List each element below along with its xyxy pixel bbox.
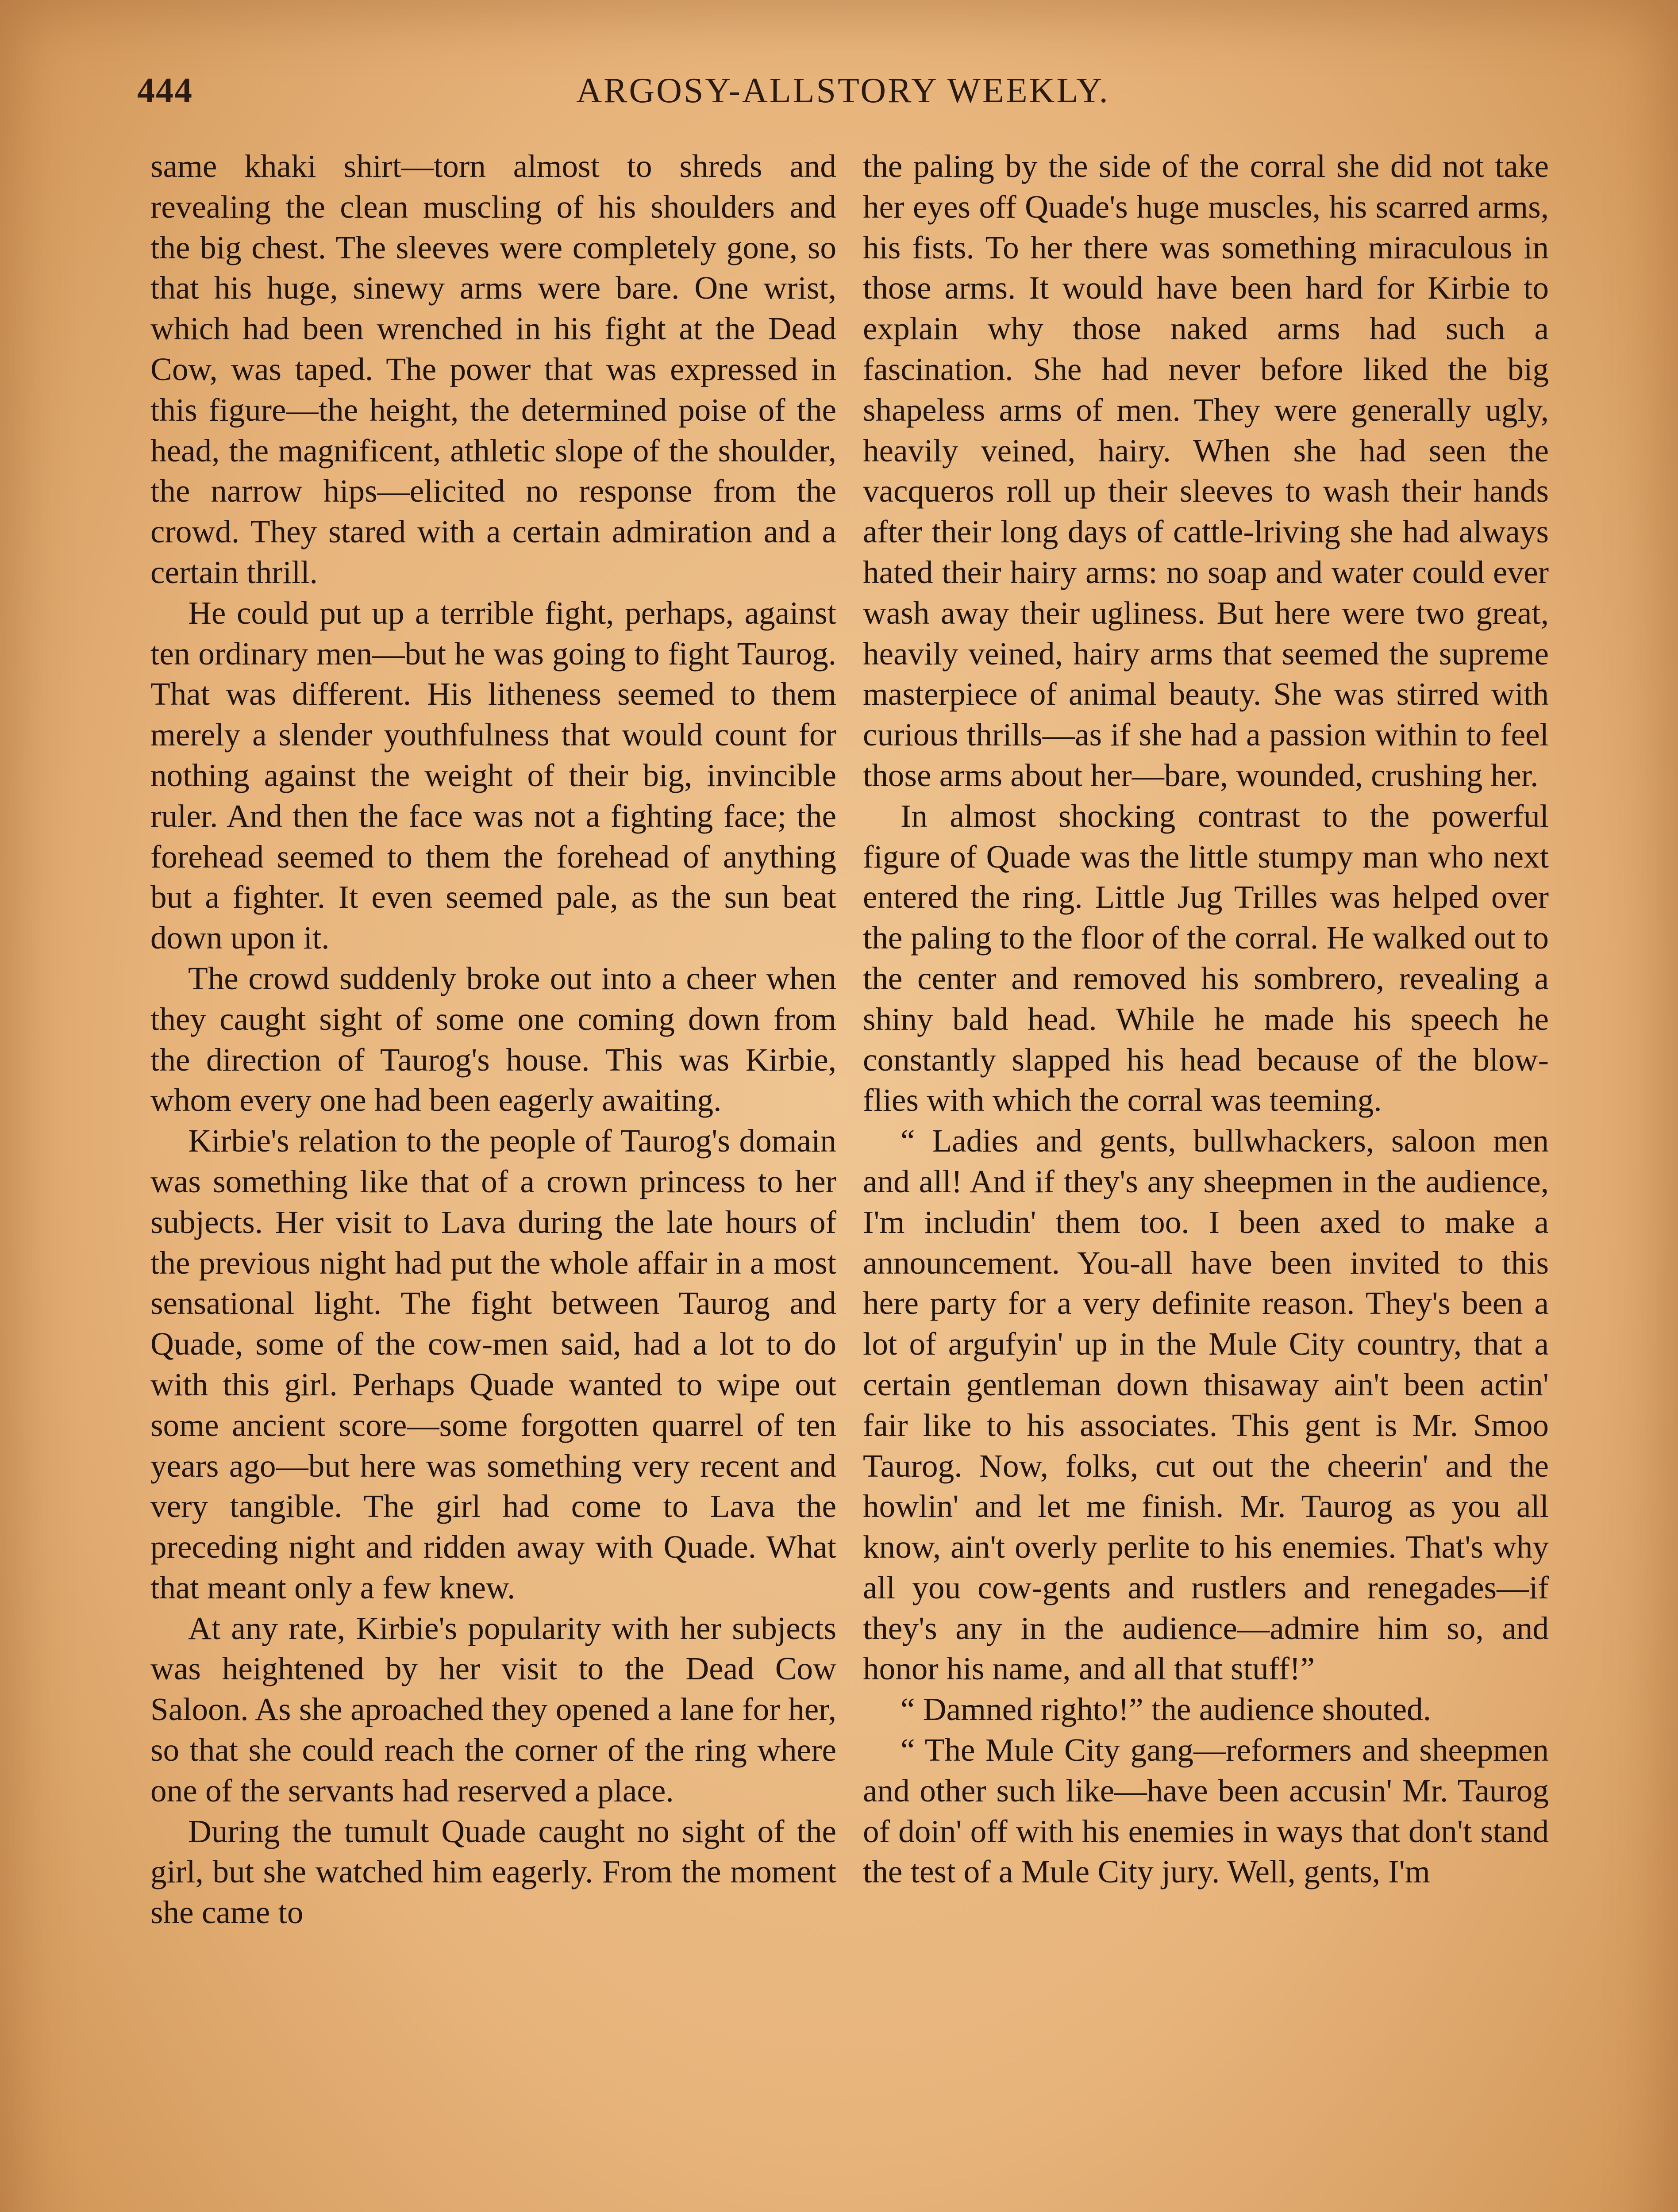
right-text-column [863,146,1549,2212]
paragraph: The crowd suddenly broke out into a cheer when they caught sight of some one coming down from the direction of Taurog's house. This was Kirbie, whom every one had been eagerly awaiting. [150,960,836,1118]
paragraph: Kirbie's relation to the people of Taurog's domain was something like that of a crown princess to her subjects. Her visit to Lava during the late hours of the previous night had put the whole affair in a most sensational light. The fight between Taurog and Quade, some of the cow-men said, had a lot to do with this girl. Perhaps Quade wanted to wipe out some ancient score—some forgotten quarrel of ten years ago—but here was something very recent and very tangible. The girl had come to Lava the preceding night and ridden away with Quade. What that meant only a few knew. [150,1123,836,1605]
left-text-column [150,146,836,2212]
paragraph: “ Ladies and gents, bullwhackers, saloon men and all! And if they's any sheepmen in the audience, I'm includin' them too. I been axed to make a announcement. You-all have been invited to this here party for a very definite reason. They's been a lot of argufyin' up in the Mule City country, that a certain gentleman down thisaway ain't been actin' fair like to his associates. This gent is Mr. Smoo Taurog. Now, folks, cut out the cheerin' and the howlin' and let me finish. Mr. Taurog as you all know, ain't overly perlite to his enemies. That's why all you cow-gents and rustlers and renegades—if they's any in the audience—admire him so, and honor his name, and all that stuff!” [863,1123,1549,1687]
paragraph: “ The Mule City gang—reformers and sheepmen and other such like—have been accusin' Mr. Taurog of doin' off with his enemies in ways that don't stand the test of a Mule City jury. Well, gents, I'm [863,1732,1549,1890]
paragraph: “ Damned righto!” the audience shouted. [901,1691,1432,1728]
paragraph: During the tumult Quade caught no sight of the girl, but she watched him eagerly. From the moment she came to [150,1813,836,1931]
page-header [137,71,1549,124]
paragraph: In almost shocking contrast to the powerful figure of Quade was the little stumpy man who next entered the ring. Little Jug Trilles was helped over the paling to the floor of the corral. He walked out to the center and removed his sombrero, revealing a shiny bald head. While he made his speech he constantly slapped his head because of the blow-flies with which the corral was teeming. [863,798,1549,1118]
paragraph: He could put up a terrible fight, perhaps, against ten ordinary men—but he was going to fight Taurog. That was different. His litheness seemed to them merely a slender youthfulness that would count for nothing against the weight of their big, invincible ruler. And then the face was not a fighting face; the forehead seemed to them the forehead of anything but a fighter. It even seemed pale, as the sun beat down upon it. [150,595,836,956]
page-number: 444 [137,71,193,110]
paragraph: the paling by the side of the corral she did not take her eyes off Quade's huge muscles, his scarred arms, his fists. To her there was something miraculous in those arms. It would have been hard for Kirbie to explain why those naked arms had such a fascination. She had never before liked the big shapeless arms of men. They were generally ugly, heavily veined, hairy. When she had seen the vacqueros roll up their sleeves to wash their hands after their long days of cattle-lriving she had always hated their hairy arms: no soap and water could ever wash away their ugliness. But here were two great, heavily veined, hairy arms that seemed the supreme masterpiece of animal beauty. She was stirred with curious thrills—as if she had a passion within to feel those arms about her—bare, wounded, crushing her. [863,148,1549,793]
running-title: ARGOSY-ALLSTORY WEEKLY. [576,71,1110,110]
paragraph: At any rate, Kirbie's popularity with her subjects was heightened by her visit to the Dead Cow Saloon. As she aproached they opened a lane for her, so that she could reach the corner of the ring where one of the servants had reserved a place. [150,1610,836,1809]
paragraph: same khaki shirt—torn almost to shreds and revealing the clean muscling of his shoulders and the big chest. The sleeves were completely gone, so that his huge, sinewy arms were bare. One wrist, which had been wrenched in his fight at the Dead Cow, was taped. The power that was expressed in this figure—the height, the determined poise of the head, the magnificent, athletic slope of the shoulder, the narrow hips—elicited no response from the crowd. They stared with a certain admiration and a certain thrill. [150,148,836,590]
